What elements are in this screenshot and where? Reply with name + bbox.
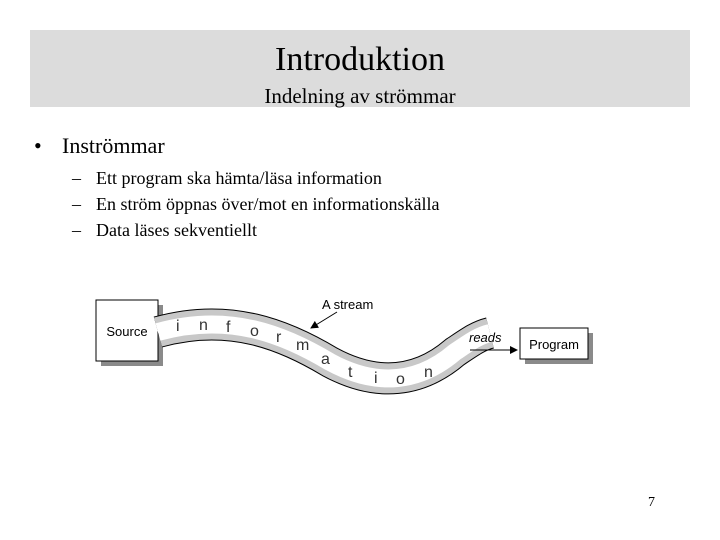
sub-bullet-text: Data läses sekventiellt — [96, 220, 257, 240]
slide-title: Introduktion — [275, 41, 445, 78]
source-label: Source — [106, 324, 148, 339]
stream-letter: o — [250, 323, 259, 340]
reads-label: reads — [469, 330, 502, 345]
slide-number: 7 — [648, 495, 655, 510]
stream-letter: t — [348, 364, 353, 381]
dash-icon: – — [72, 194, 81, 214]
program-label: Program — [529, 337, 579, 352]
sub-bullet-text: En ström öppnas över/mot en informationskälla — [96, 194, 440, 214]
stream-letter: i — [176, 318, 180, 335]
stream-letter: m — [296, 337, 310, 354]
stream-letter: o — [396, 371, 405, 388]
bullet-text: Inströmmar — [62, 133, 165, 158]
stream-letter: a — [321, 351, 330, 368]
slide-subtitle: Indelning av strömmar — [264, 84, 456, 108]
stream-pointer-arrow — [311, 312, 337, 328]
stream-label: A stream — [322, 297, 374, 312]
dash-icon: – — [72, 220, 81, 240]
sub-bullet-text: Ett program ska hämta/läsa information — [96, 168, 382, 188]
stream-letter: i — [374, 370, 378, 387]
stream-letter: r — [276, 329, 282, 346]
stream-letter: n — [424, 364, 433, 381]
stream-letter: f — [226, 319, 231, 336]
bullet-dot-icon: • — [34, 133, 42, 158]
stream-letter: n — [199, 317, 208, 334]
dash-icon: – — [72, 168, 81, 188]
